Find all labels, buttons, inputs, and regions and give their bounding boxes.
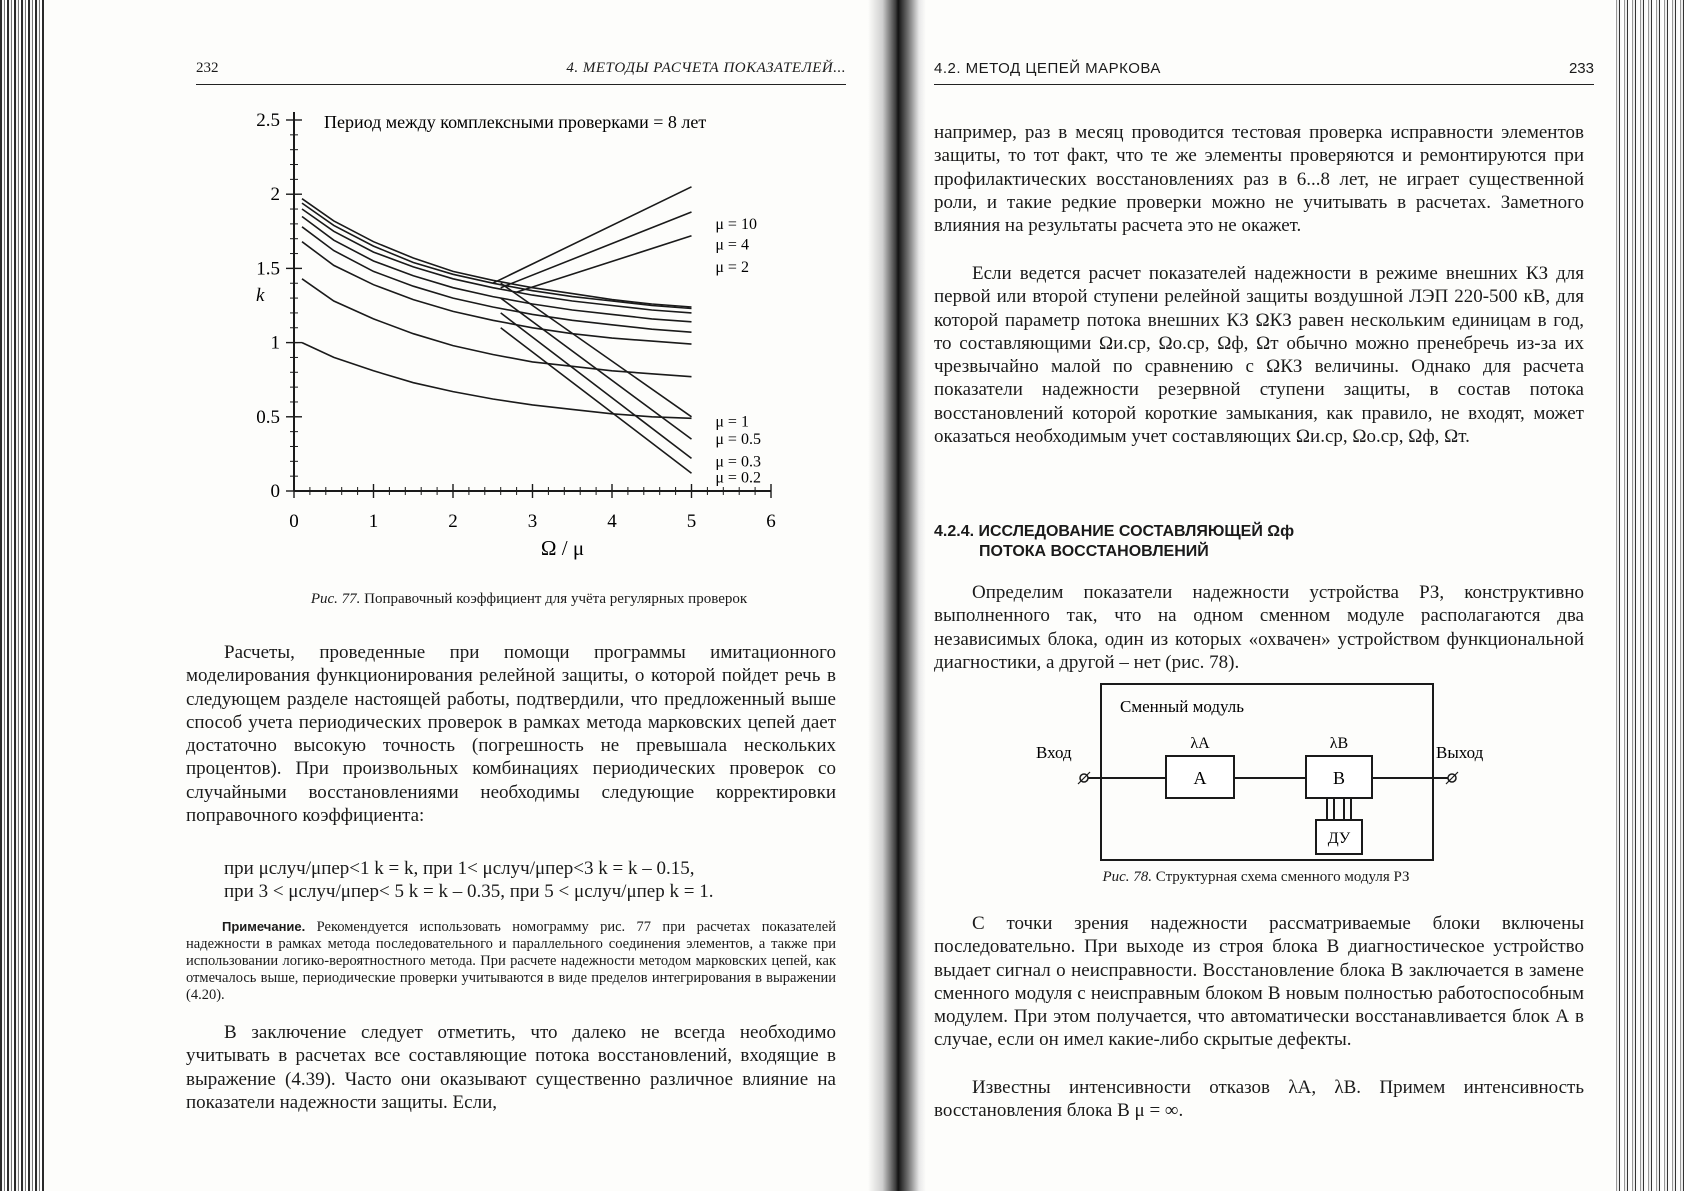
paragraph-text: Если ведется расчет показателей надежности в режиме внешних КЗ для первой или второй ступени релейной защиты воздушной ЛЭП 220-500 кВ, для которой параметр потока внешних КЗ ΩКЗ равен нескольким единицам в год, то составляющими Ωи.ср, Ωо.ср, Ωф, Ωт обычно можно пренебречь из-за их чрезвычайно малой по сравнению с ΩКЗ величины. Однако для расчета показатели надежности резервной ступени защиты, в состав потока восстановлений которой короткие замыкания, как правило, не входят, может оказаться необходимым учет составляющих Ωи.ср, Ωо.ср, Ωф, Ωт. bbox=[934, 263, 1584, 448]
book-right-edge bbox=[1614, 0, 1684, 1191]
x-tick-label: 6 bbox=[766, 511, 776, 532]
figure-78-diagram bbox=[1016, 680, 1496, 890]
page-number: 232 bbox=[196, 60, 219, 76]
left-page bbox=[44, 0, 868, 1191]
series-label: μ = 0.2 bbox=[715, 469, 761, 487]
output-label: Выход bbox=[1436, 743, 1484, 762]
figure-77-caption-text: Поправочный коэффициент для учёта регулярных проверок bbox=[364, 591, 748, 607]
note-label: Примечание. bbox=[222, 919, 306, 934]
left-paragraph-1 bbox=[186, 641, 836, 827]
x-tick-label: 0 bbox=[289, 511, 299, 532]
paragraph-text: Расчеты, проведенные при помощи программы имитационного моделирования функционирования релейной защиты, о которой пойдет речь в следующем разделе настоящей работы, подтвердили, что предложенный выше способ учета периодических проверок в рамках метода марковских цепей дает достаточно высокую точность (погрешность не превышала нескольких процентов). При произвольных комбинациях периодических проверок со случайными восстановлениями необходимы следующие корректировки поправочного коэффициента: bbox=[186, 642, 836, 827]
right-paragraph-1 bbox=[934, 121, 1584, 237]
correction-formula-line-1: при μслуч/μпер<1 k = k, при 1< μслуч/μпер<3 k = k – 0.15, bbox=[224, 858, 695, 879]
right-page-header bbox=[934, 60, 1594, 85]
section-heading bbox=[934, 522, 1584, 562]
section-heading-line-1: 4.2.4. ИССЛЕДОВАНИЕ СОСТАВЛЯЮЩЕЙ Ωф bbox=[934, 523, 1295, 540]
series-label: μ = 2 bbox=[715, 258, 749, 276]
right-paragraph-4 bbox=[934, 912, 1584, 1052]
y-tick-label: 0.5 bbox=[256, 406, 280, 428]
y-tick-label: 1.5 bbox=[256, 258, 280, 280]
paragraph-text: Определим показатели надежности устройства РЗ, конструктивно выполненного так, что на одном сменном модуле располагаются два независимых блока, один из которых «охвачен» устройством функциональной диагностики, а другой – нет (рис. 78). bbox=[934, 582, 1584, 673]
paragraph-text: С точки зрения надежности рассматриваемые блоки включены последовательно. При выходе из строя блока В диагностическое устройство выдает сигнал о неисправности. Восстановление блока В заключается в замене сменного модуля с неисправным блоком В новым полностью работоспособным модулем. При этом получается, что автоматически восстанавливается блок А в случае, если он имел какие-либо скрытые дефекты. bbox=[934, 913, 1584, 1051]
x-tick-label: 1 bbox=[368, 511, 379, 532]
page-number: 233 bbox=[1568, 60, 1594, 77]
y-tick-label: 2 bbox=[270, 184, 280, 206]
section-heading-line-2: ПОТОКА ВОССТАНОВЛЕНИЙ bbox=[979, 543, 1209, 560]
figure-77-caption bbox=[294, 590, 764, 608]
left-page-header bbox=[196, 60, 846, 85]
diagnostic-device-label: ДУ bbox=[1327, 830, 1351, 847]
series-line bbox=[302, 242, 692, 344]
x-tick-label: 4 bbox=[607, 511, 617, 532]
chart-svg bbox=[196, 100, 856, 570]
paragraph-text: например, раз в месяц проводится тестовая проверка исправности элементов защиты, то тот факт, что те же элементы проверяются и ремонтируются при профилактических восстановлениях раз в 6...8 лет, не играет существенной роли, и такие редкие проверки можно не учитывать в расчетах. Заметного влияния на результаты расчета это не окажет. bbox=[934, 122, 1584, 237]
running-title: 4.2. МЕТОД ЦЕПЕЙ МАРКОВА bbox=[934, 60, 1161, 77]
x-tick-label: 3 bbox=[527, 511, 538, 532]
series-label: μ = 1 bbox=[715, 413, 749, 431]
right-paragraph-3 bbox=[934, 581, 1584, 674]
figure-78-caption bbox=[1016, 868, 1496, 886]
x-tick-label: 2 bbox=[448, 511, 458, 532]
y-tick-label: 1 bbox=[270, 332, 280, 354]
figure-78-caption-text: Структурная схема сменного модуля РЗ bbox=[1155, 869, 1410, 885]
module-label: Сменный модуль bbox=[1120, 697, 1245, 716]
series-line bbox=[302, 343, 692, 419]
series-line bbox=[501, 212, 692, 288]
y-tick-label: 0 bbox=[270, 481, 280, 502]
block-a-label: A bbox=[1193, 768, 1207, 788]
right-paragraph-5 bbox=[934, 1076, 1584, 1123]
series-label: μ = 10 bbox=[715, 215, 757, 233]
series-line bbox=[302, 203, 692, 308]
series-label: μ = 0.3 bbox=[715, 453, 761, 471]
y-axis-label: k bbox=[256, 285, 265, 307]
series-line bbox=[493, 187, 692, 283]
book-left-edge bbox=[0, 0, 44, 1191]
book-spine bbox=[868, 0, 926, 1191]
running-title: 4. МЕТОДЫ РАСЧЕТА ПОКАЗАТЕЛЕЙ... bbox=[566, 60, 846, 76]
right-paragraph-2 bbox=[934, 262, 1584, 448]
x-tick-label: 5 bbox=[686, 511, 697, 532]
y-tick-label: 2.5 bbox=[256, 110, 280, 131]
figure-78-caption-label: Рис. 78. bbox=[1102, 869, 1153, 885]
note-block bbox=[186, 918, 836, 1004]
left-paragraph-2 bbox=[186, 1021, 836, 1114]
right-page bbox=[926, 0, 1614, 1191]
lambda-a-label: λА bbox=[1190, 735, 1210, 752]
x-axis-label: Ω / μ bbox=[540, 536, 585, 560]
series-label: μ = 4 bbox=[715, 236, 749, 254]
input-label: Вход bbox=[1036, 743, 1072, 762]
series-line bbox=[517, 236, 692, 292]
figure-77-chart bbox=[196, 100, 856, 570]
correction-formula-line-2: при 3 < μслуч/μпер< 5 k = k – 0.35, при 5 < μслуч/μпер k = 1. bbox=[224, 881, 714, 902]
module-block-diagram bbox=[1016, 680, 1496, 890]
note-text: Рекомендуется использовать номограмму рис. 77 при расчетах показателей надежности в рамках метода последовательного и параллельного соединения элементов, а также при использовании логико-вероятностного метода. При расчете надежности методом марковских цепей, как отмечалось выше, периодические проверки учитываются в виде пределов интегрирования в выражении (4.20). bbox=[186, 919, 836, 1003]
series-line bbox=[302, 217, 692, 322]
paragraph-text: Известны интенсивности отказов λА, λВ. Примем интенсивность восстановления блока В μ = ∞. bbox=[934, 1077, 1584, 1122]
series-line bbox=[501, 313, 692, 459]
chart-title: Период между комплексными проверками = 8 лет bbox=[324, 112, 707, 132]
series-label: μ = 0.5 bbox=[715, 431, 761, 449]
figure-77-caption-label: Рис. 77. bbox=[310, 591, 361, 607]
block-b-label: B bbox=[1332, 768, 1346, 788]
paragraph-text: В заключение следует отметить, что далеко не всегда необходимо учитывать в расчетах все составляющие потока восстановлений, входящие в выражение (4.39). Часто они оказывают существенно различное влияние на показатели надежности защиты. Если, bbox=[186, 1022, 836, 1113]
lambda-b-label: λВ bbox=[1329, 735, 1349, 752]
